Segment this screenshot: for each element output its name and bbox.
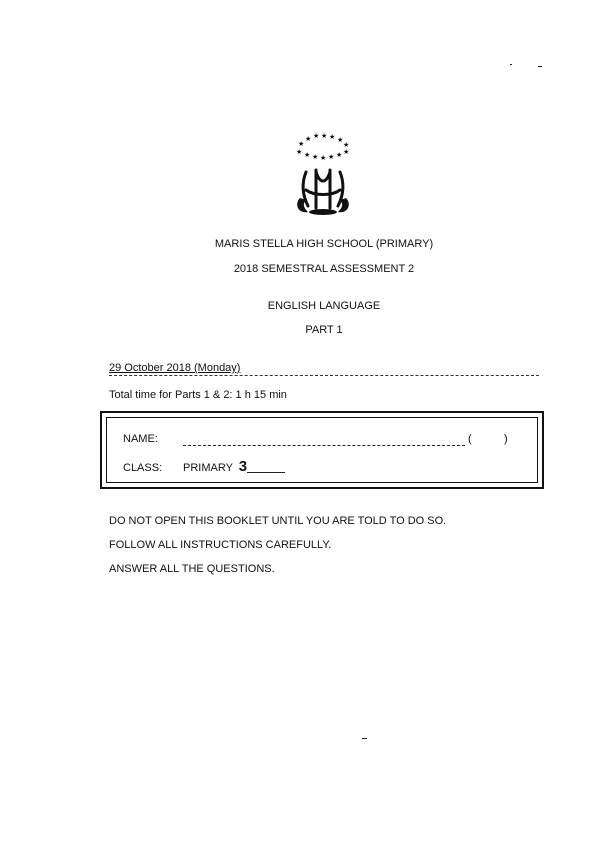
date-divider <box>109 375 539 376</box>
student-details-inner-border <box>106 417 538 483</box>
instruction-2: FOLLOW ALL INSTRUCTIONS CAREFULLY. <box>109 539 332 551</box>
svg-text:★: ★ <box>312 153 319 161</box>
svg-text:★: ★ <box>336 151 343 159</box>
class-level: 3 <box>238 458 248 475</box>
scan-speck <box>538 66 542 67</box>
student-details-box <box>100 411 544 489</box>
instruction-1: DO NOT OPEN THIS BOOKLET UNTIL YOU ARE TOLD TO DO SO. <box>109 515 447 527</box>
index-number-open-paren: ( <box>468 433 472 445</box>
name-label: NAME: <box>123 433 158 445</box>
svg-text:★: ★ <box>296 148 303 156</box>
assessment-title: 2018 SEMESTRAL ASSESSMENT 2 <box>233 263 415 275</box>
name-field[interactable] <box>183 445 465 446</box>
svg-text:★: ★ <box>337 136 344 144</box>
svg-text:★: ★ <box>321 132 328 140</box>
svg-text:★: ★ <box>298 140 305 148</box>
exam-date: 29 October 2018 (Monday) <box>109 362 241 374</box>
svg-text:★: ★ <box>328 153 335 161</box>
school-crest-icon <box>290 132 356 218</box>
scan-speck <box>510 64 512 65</box>
class-value <box>183 458 247 475</box>
svg-text:★: ★ <box>305 135 312 143</box>
class-prefix: PRIMARY <box>183 462 233 474</box>
class-field[interactable] <box>247 472 285 473</box>
school-name: MARIS STELLA HIGH SCHOOL (PRIMARY) <box>214 238 434 250</box>
subject-title: ENGLISH LANGUAGE <box>267 300 381 312</box>
part-title: PART 1 <box>305 324 343 336</box>
svg-text:★: ★ <box>320 154 327 162</box>
scan-speck <box>362 738 367 739</box>
instruction-3: ANSWER ALL THE QUESTIONS. <box>109 563 275 575</box>
svg-text:★: ★ <box>329 133 336 141</box>
svg-text:★: ★ <box>313 132 320 140</box>
svg-text:★: ★ <box>343 148 350 156</box>
svg-text:★: ★ <box>304 151 311 159</box>
index-number-close-paren: ) <box>504 433 508 445</box>
class-label: CLASS: <box>123 462 163 474</box>
total-time: Total time for Parts 1 & 2: 1 h 15 min <box>109 389 287 401</box>
svg-text:★: ★ <box>343 141 350 149</box>
